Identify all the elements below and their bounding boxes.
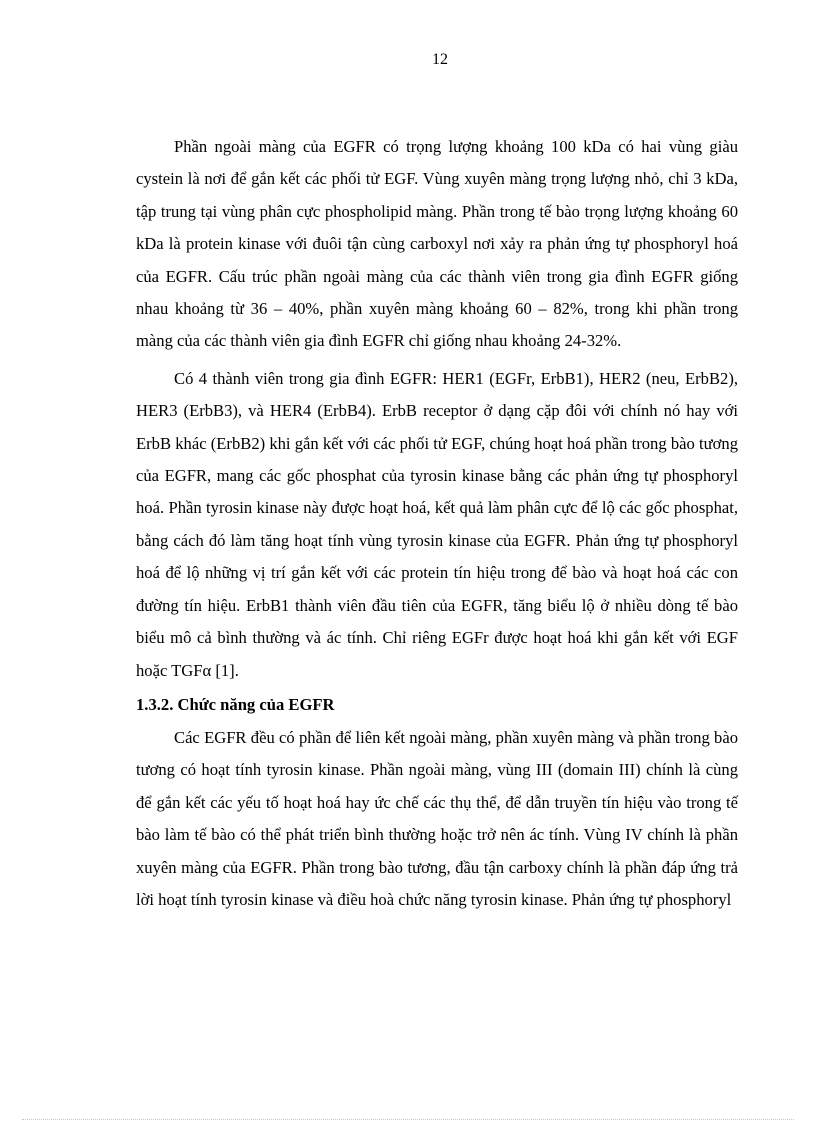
page-bottom-divider — [22, 1119, 794, 1120]
page-body — [136, 131, 738, 921]
paragraph-egfr-function: Các EGFR đều có phần để liên kết ngoài màng, phần xuyên màng và phần trong bào tương có hoạt tính tyrosin kinase. Phần ngoài màng, vùng III (domain III) chính là cùng để gắn kết các yếu tố hoạt hoá hay ức chế các thụ thể, để dẫn truyền tín hiệu vào trong tế bào làm tế bào có thể phát triển bình thường hoặc trở nên ác tính. Vùng IV chính là phần xuyên màng của EGFR. Phần trong bào tương, đầu tận carboxy chính là phần đáp ứng trả lời hoạt tính tyrosin kinase và điều hoà chức năng tyrosin kinase. Phản ứng tự phosphoryl — [136, 727, 738, 909]
section-heading: 1.3.2. Chức năng của EGFR — [136, 694, 335, 714]
paragraph-extracellular-domain: Phần ngoài màng của EGFR có trọng lượng khoảng 100 kDa có hai vùng giàu cystein là nơi để gắn kết các phối tử EGF. Vùng xuyên màng trọng lượng nhỏ, chỉ 3 kDa, tập trung tại vùng phân cực phospholipid màng. Phần trong tế bào trọng lượng khoảng 60 kDa là protein kinase với đuôi tận cùng carboxyl nơi xảy ra phản ứng tự phosphoryl hoá của EGFR. Cấu trúc phần ngoài màng của các thành viên trong gia đình EGFR giống nhau khoảng từ 36 – 40%, phần xuyên màng khoảng 60 – 82%, trong khi phần trong màng của các thành viên gia đình EGFR chỉ giống nhau khoảng 24-32%. — [136, 137, 738, 351]
page-number: 12 — [432, 51, 448, 68]
paragraph-egfr-family-members: Có 4 thành viên trong gia đình EGFR: HER1 (EGFr, ErbB1), HER2 (neu, ErbB2), HER3 (ErbB3), và HER4 (ErbB4). ErbB receptor ở dạng cặp đôi với chính nó hay với ErbB khác (ErbB2) khi gắn kết với các phối tử EGF, chúng hoạt hoá phần trong bào tương của EGFR, mang các gốc phosphat của tyrosin kinase bằng các phản ứng tự phosphoryl hoá. Phần tyrosin kinase này được hoạt hoá, kết quả làm phân cực để lộ các gốc phosphat, bằng cách đó làm tăng hoạt tính vùng tyrosin kinase của EGFR. Phản ứng tự phosphoryl hoá để lộ những vị trí gắn kết với các protein tín hiệu trong để bào và hoạt hoá các con đường tín hiệu. ErbB1 thành viên đầu tiên của EGFR, tăng biểu lộ ở nhiều dòng tế bào biểu mô cả bình thường và ác tính. Chỉ riêng EGFr được hoạt hoá khi gắn kết với EGF hoặc TGFα [1]. — [136, 368, 738, 680]
